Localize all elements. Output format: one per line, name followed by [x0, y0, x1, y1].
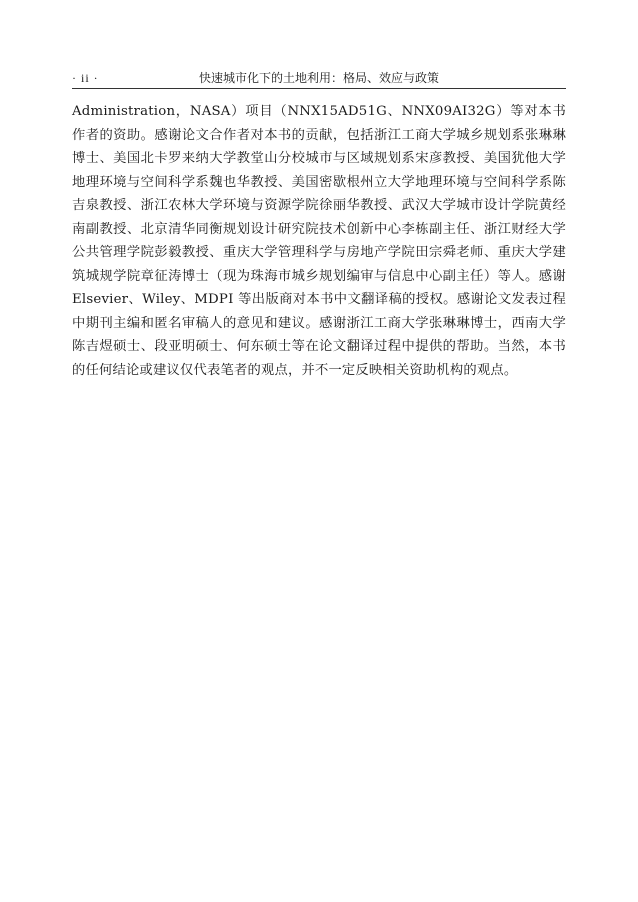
- book-title: 快速城市化下的土地利用：格局、效应与政策: [198, 71, 439, 85]
- running-header: [72, 64, 566, 86]
- page-number: · ii ·: [72, 71, 99, 85]
- body-paragraph: Administration，NASA）项目（NNX15AD51G、NNX09AI32G）等对本书作者的资助。感谢论文合作者对本书的贡献，包括浙江工商大学城乡规划系张琳琳博士、美国北卡罗来纳大学教堂山分校城市与区域规划系宋彦教授、美国犹他大学地理环境与空间科学系魏也华教授、美国密歇根州立大学地理环境与空间科学系陈吉泉教授、浙江农林大学环境与资源学院徐丽华教授、武汉大学城市设计学院黄经南副教授、北京清华同衡规划设计研究院技术创新中心李栋副主任、浙江财经大学公共管理学院彭毅教授、重庆大学管理科学与房地产学院田宗舜老师、重庆大学建筑城规学院章征涛博士（现为珠海市城乡规划编审与信息中心副主任）等人。感谢 Elsevier、Wiley、MDPI 等出版商对本书中文翻译稿的授权。感谢论文发表过程中期刊主编和匿名审稿人的意见和建议。感谢浙江工商大学张琳琳博士，西南大学陈吉煜硕士、段亚明硕士、何东硕士等在论文翻译过程中提供的帮助。当然，本书的任何结论或建议仅代表笔者的观点，并不一定反映相关资助机构的观点。: [72, 104, 566, 378]
- header-divider: [72, 88, 566, 89]
